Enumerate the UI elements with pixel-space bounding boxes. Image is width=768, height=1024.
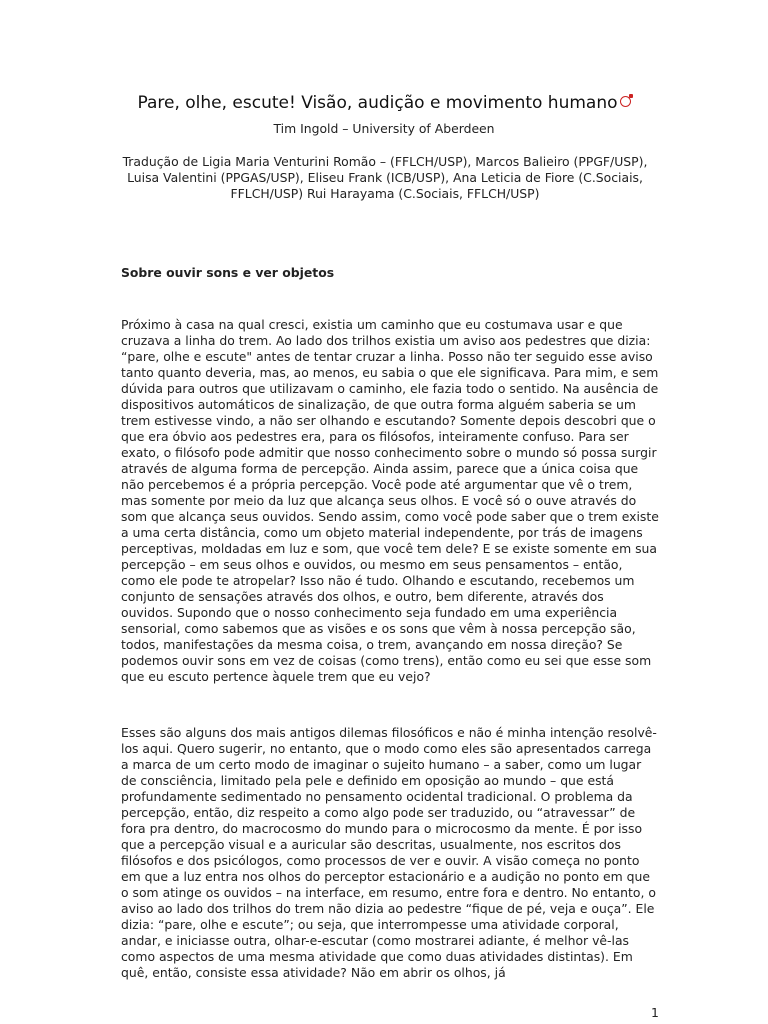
footnote-marker-icon[interactable] (620, 96, 631, 107)
section-heading: Sobre ouvir sons e ver objetos (121, 265, 335, 280)
page-number: 1 (651, 1005, 659, 1020)
translators-credit: Tradução de Ligia Maria Venturini Romão – (FFLCH/USP), Marcos Balieiro (PPGF/USP), Luisa Valentini (PPGAS/USP), Eliseu Frank (ICB/USP), Ana Leticia de Fiore (C.Sociais, FFLCH/USP) Rui Harayama (C.Sociais, FFLCH/USP) (122, 154, 648, 201)
document-title (0, 93, 768, 113)
body-paragraph: Próximo à casa na qual cresci, existia um caminho que eu costumava usar e que cruzava a linha do trem. Ao lado dos trilhos existia um aviso aos pedestres que dizia: “pare, olhe e escute" antes de tentar cruzar a linha. Posso não ter seguido esse aviso tanto quanto deveria, mas, ao menos, eu sabia o que ele significava. Para mim, e sem dúvida para outros que utilizavam o caminho, ele fazia todo o sentido. Na ausência de dispositivos automáticos de sinalização, de que outra forma alguém saberia se um trem estivesse vindo, a não ser olhando e escutando? Somente depois descobri que o que era óbvio aos pedestres era, para os filósofos, inteiramente confuso. Para ser exato, o filósofo pode admitir que nosso conhecimento sobre o mundo só possa surgir através de alguma forma de percepção. Ainda assim, parece que a única coisa que não percebemos é a própria percepção. Você pode até argumentar que vê o trem, mas somente por meio da luz que alcança seus olhos. E você só o ouve através do som que alcança seus ouvidos. Sendo assim, como você pode saber que o trem existe a uma certa distância, como um objeto material independente, por trás de imagens perceptivas, moldadas em luz e som, que você tem dele? E se existe somente em sua percepção – em seus olhos e ouvidos, ou mesmo em seus pensamentos – então, como ele pode te atropelar? Isso não é tudo. Olhando e escutando, recebemos um conjunto de sensações através dos olhos, e outro, bem diferente, através dos ouvidos. Supondo que o nosso conhecimento seja fundado em uma experiência sensorial, como sabemos que as visões e os sons que vêm à nossa percepção são, todos, manifestações da mesma coisa, o trem, avançando em nossa direção? Se podemos ouvir sons em vez de coisas (como trens), então como eu sei que esse som que eu escuto pertence àquele trem que eu vejo? (121, 317, 659, 684)
author-line: Tim Ingold – University of Aberdeen (273, 121, 495, 136)
document-title-text: Pare, olhe, escute! Visão, audição e movimento humano (137, 93, 618, 113)
body-paragraph: Esses são alguns dos mais antigos dilemas filosóficos e não é minha intenção resolvê-los aqui. Quero sugerir, no entanto, que o modo como eles são apresentados carrega a marca de um certo modo de imaginar o sujeito humano – a saber, como um lugar de consciência, limitado pela pele e definido em oposição ao mundo – que está profundamente sedimentado no pensamento ocidental tradicional. O problema da percepção, então, diz respeito a como algo pode ser traduzido, ou “atravessar” de fora pra dentro, do macrocosmo do mundo para o microcosmo da mente. É por isso que a percepção visual e a auricular são descritas, usualmente, nos escritos dos filósofos e dos psicólogos, como processos de ver e ouvir. A visão começa no ponto em que a luz entra nos olhos do perceptor estacionário e a audição no ponto em que o som atinge os ouvidos – na interface, em resumo, entre fora e dentro. No entanto, o aviso ao lado dos trilhos do trem não dizia ao pedestre “fique de pé, veja e ouça”. Ele dizia: “pare, olhe e escute”; ou seja, que interrompesse uma atividade corporal, andar, e iniciasse outra, olhar-e-escutar (como mostrarei adiante, é melhor vê-las como aspectos de uma mesma atividade que como duas atividades distintas). Em quê, então, consiste essa atividade? Não em abrir os olhos, já (121, 725, 657, 980)
